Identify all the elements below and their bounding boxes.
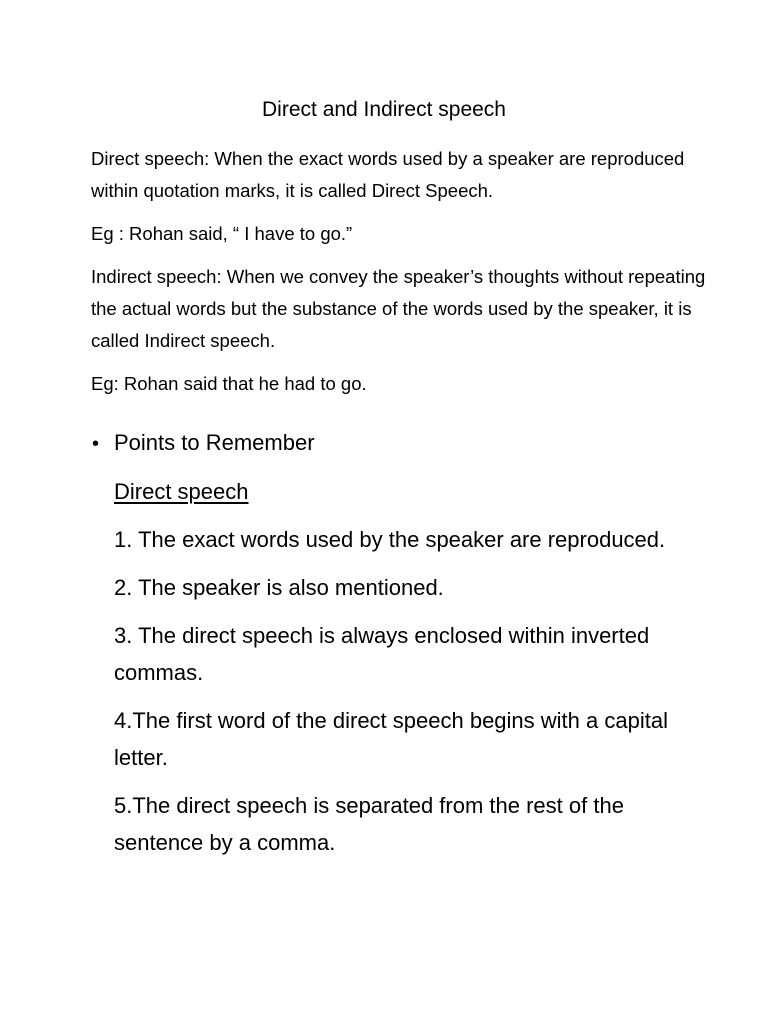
rule-item-5: 5.The direct speech is separated from the rest of the sentence by a comma. [114, 793, 624, 855]
rules-list [91, 521, 701, 861]
definitions-block [91, 143, 711, 411]
rule-item-4: 4.The first word of the direct speech begins with a capital letter. [114, 708, 668, 770]
rule-item-3: 3. The direct speech is always enclosed within inverted commas. [114, 623, 650, 685]
rule-item-1: 1. The exact words used by the speaker are reproduced. [114, 527, 666, 552]
rule-item-2: 2. The speaker is also mentioned. [114, 575, 444, 600]
bullet-text: Points to Remember [114, 430, 315, 455]
direct-speech-definition: Direct speech: When the exact words used by a speaker are reproduced within quotation marks, it is called Direct Speech. [91, 148, 685, 201]
indirect-speech-definition: Indirect speech: When we convey the speaker’s thoughts without repeating the actual words but the substance of the words used by the speaker, it is called Indirect speech. [91, 266, 706, 351]
direct-speech-example: Eg : Rohan said, “ I have to go.” [91, 223, 353, 244]
points-section [91, 424, 701, 872]
bullet-icon: • [92, 433, 100, 455]
section-heading: Direct speech [114, 479, 249, 504]
indirect-speech-example: Eg: Rohan said that he had to go. [91, 373, 367, 394]
bullet-item [91, 424, 701, 463]
document-title: Direct and Indirect speech [262, 98, 506, 121]
